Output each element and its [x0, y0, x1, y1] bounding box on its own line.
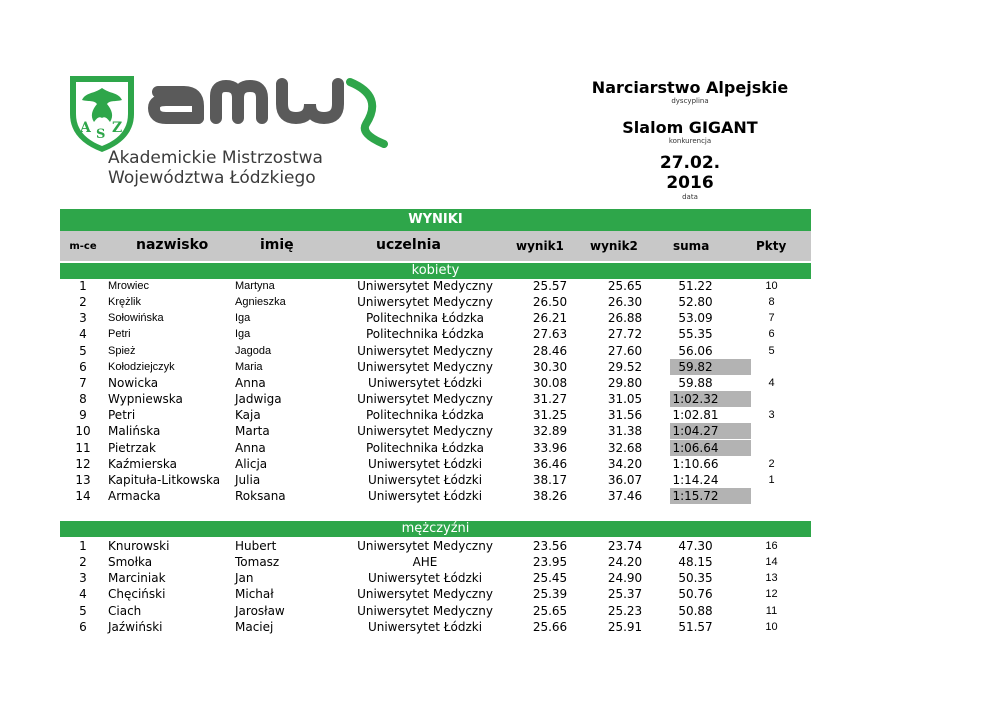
table-row: [60, 488, 811, 504]
surname-cell: Jaźwiński: [108, 619, 163, 634]
run2-cell: 24.20: [607, 555, 643, 570]
run1-cell: 25.45: [532, 571, 568, 586]
table-row: [60, 472, 811, 488]
surname-cell: Marciniak: [108, 571, 166, 586]
surname-cell: Wypniewska: [108, 392, 183, 407]
place-cell: 7: [79, 375, 87, 390]
run1-cell: 36.46: [532, 456, 568, 471]
first-name-cell: Tomasz: [235, 555, 280, 570]
svg-text:A: A: [80, 120, 91, 136]
surname-cell: Malińska: [108, 424, 161, 439]
university-cell: Uniwersytet Medyczny: [357, 587, 493, 602]
first-name-cell: Michał: [235, 587, 274, 602]
date-block: [580, 153, 800, 201]
run2-cell: 31.38: [607, 424, 643, 439]
table-row: [60, 326, 811, 342]
place-cell: 12: [75, 456, 91, 471]
total-cell: 53.09: [678, 311, 713, 326]
university-cell: Uniwersytet Medyczny: [357, 603, 493, 618]
surname-cell: Petri: [108, 328, 131, 341]
university-cell: Uniwersytet Łódzki: [367, 456, 483, 471]
run2-cell: 23.74: [607, 539, 643, 553]
total-cell: 50.35: [678, 571, 713, 586]
table-row: [60, 456, 811, 472]
university-cell: Uniwersytet Medyczny: [357, 295, 493, 310]
surname-cell: Ciach: [108, 603, 142, 618]
competition-block: [580, 118, 800, 145]
total-cell: 1:02.81: [672, 408, 719, 423]
total-cell: 56.06: [678, 343, 713, 358]
run2-cell: 36.07: [607, 472, 643, 487]
run1-cell: 25.57: [532, 279, 568, 293]
first-name-cell: Iga: [235, 312, 251, 325]
first-name-cell: Alicja: [235, 456, 268, 471]
place-cell: 11: [75, 440, 91, 455]
run1-cell: 32.89: [532, 424, 568, 439]
table-row: [60, 343, 811, 359]
table-row: [60, 294, 811, 310]
table-row: [60, 538, 811, 554]
surname-cell: Krężlik: [108, 296, 142, 309]
points-cell: 2: [768, 457, 775, 470]
university-cell: Uniwersytet Łódzki: [367, 619, 483, 634]
points-cell: 10: [765, 620, 778, 633]
surname-cell: Sołowińska: [108, 312, 164, 325]
competition-label: konkurencja: [668, 137, 712, 145]
table-row: [60, 570, 811, 586]
run1-cell: 25.65: [532, 603, 568, 618]
total-cell: 52.80: [678, 295, 713, 310]
place-cell: 4: [79, 327, 87, 342]
first-name-cell: Jagoda: [235, 344, 272, 357]
total-cell: 1:14.24: [672, 472, 719, 487]
points-cell: 6: [768, 328, 775, 341]
first-name-cell: Kaja: [235, 408, 261, 423]
place-cell: 14: [75, 488, 91, 503]
surname-cell: Kaźmierska: [108, 456, 177, 471]
first-name-cell: Jadwiga: [235, 392, 282, 407]
university-cell: Politechnika Łódzka: [365, 440, 485, 455]
run2-cell: 25.37: [607, 587, 643, 602]
first-name-cell: Maciej: [235, 619, 274, 634]
university-cell: Politechnika Łódzka: [365, 408, 485, 423]
university-cell: Uniwersytet Medyczny: [357, 343, 493, 358]
table-row: [60, 375, 811, 391]
col-mce: m-ce: [69, 241, 97, 252]
total-cell: 47.30: [678, 539, 713, 553]
run1-cell: 27.63: [532, 327, 568, 342]
total-cell: 51.22: [678, 279, 713, 293]
table-row: [60, 619, 811, 635]
total-cell: 59.82: [678, 359, 713, 374]
run1-cell: 30.08: [532, 375, 568, 390]
table-row: [60, 310, 811, 326]
run1-cell: 28.46: [532, 343, 568, 358]
place-cell: 1: [79, 279, 87, 293]
svg-text:Z: Z: [112, 120, 123, 136]
place-cell: 2: [79, 555, 87, 570]
col-uczelnia: uczelnia: [376, 237, 441, 253]
first-name-cell: Anna: [235, 440, 266, 455]
run1-cell: 26.21: [532, 311, 568, 326]
run2-cell: 26.30: [607, 295, 643, 310]
university-cell: Uniwersytet Medyczny: [357, 424, 493, 439]
university-cell: Uniwersytet Łódzki: [367, 488, 483, 503]
university-cell: Uniwersytet Medyczny: [357, 359, 493, 374]
place-cell: 8: [79, 392, 87, 407]
run2-cell: 31.05: [607, 392, 643, 407]
table-row: [60, 359, 811, 375]
place-cell: 4: [79, 587, 87, 602]
first-name-cell: Julia: [235, 472, 261, 487]
column-header-row: [60, 231, 811, 261]
table-row: [60, 554, 811, 570]
total-cell: 1:04.27: [672, 424, 719, 439]
university-cell: Uniwersytet Medyczny: [357, 279, 493, 293]
first-name-cell: Hubert: [235, 539, 277, 553]
points-cell: 13: [765, 572, 778, 585]
surname-cell: Armacka: [108, 488, 161, 503]
run2-cell: 24.90: [607, 571, 643, 586]
surname-cell: Smołka: [108, 555, 153, 570]
run1-cell: 30.30: [532, 359, 568, 374]
date-line-2: 2016: [666, 173, 714, 193]
col-suma: suma: [673, 239, 710, 253]
run1-cell: 31.25: [532, 408, 568, 423]
run2-cell: 27.72: [607, 327, 643, 342]
run1-cell: 23.95: [532, 555, 568, 570]
run2-cell: 29.80: [607, 375, 643, 390]
place-cell: 5: [79, 343, 87, 358]
run1-cell: 33.96: [532, 440, 568, 455]
asz-eagle-badge-icon: [70, 76, 134, 152]
discipline-value: Narciarstwo Alpejskie: [591, 78, 789, 97]
surname-cell: Mrowiec: [108, 280, 149, 292]
place-cell: 3: [79, 571, 87, 586]
table-row: [60, 391, 811, 407]
svg-text:S: S: [96, 127, 106, 142]
place-cell: 1: [79, 539, 87, 553]
run1-cell: 25.66: [532, 619, 568, 634]
run2-cell: 32.68: [607, 440, 643, 455]
points-cell: 11: [765, 604, 778, 617]
place-cell: 5: [79, 603, 87, 618]
run2-cell: 25.91: [607, 619, 643, 634]
total-cell: 1:10.66: [672, 456, 719, 471]
points-cell: 4: [768, 376, 775, 389]
total-cell: 55.35: [678, 327, 713, 342]
surname-cell: Knurowski: [108, 539, 170, 553]
run1-cell: 38.26: [532, 488, 568, 503]
points-cell: 1: [768, 473, 775, 486]
place-cell: 3: [79, 311, 87, 326]
first-name-cell: Maria: [235, 360, 263, 373]
surname-cell: Petri: [108, 408, 136, 423]
table-row: [60, 440, 811, 456]
competition-value: Slalom GIGANT: [622, 118, 758, 137]
first-name-cell: Jarosław: [235, 603, 285, 618]
surname-cell: Pietrzak: [108, 440, 156, 455]
date-label: data: [682, 193, 698, 201]
total-cell: 59.88: [678, 375, 713, 390]
run2-cell: 25.65: [607, 279, 643, 293]
university-cell: AHE: [412, 555, 438, 570]
first-name-cell: Martyna: [235, 280, 275, 292]
university-cell: Uniwersytet Łódzki: [367, 375, 483, 390]
surname-cell: Kapituła-Litkowska: [108, 472, 221, 487]
total-cell: 48.15: [678, 555, 713, 570]
logo-line-2: Województwa Łódzkiego: [108, 168, 316, 188]
place-cell: 13: [75, 472, 91, 487]
surname-cell: Spież: [108, 344, 136, 357]
table-row: [60, 423, 811, 439]
first-name-cell: Iga: [235, 328, 251, 341]
col-nazwisko: nazwisko: [136, 237, 209, 253]
first-name-cell: Marta: [235, 424, 270, 439]
surname-cell: Kołodziejczyk: [108, 360, 175, 373]
place-cell: 6: [79, 619, 87, 634]
run2-cell: 34.20: [607, 456, 643, 471]
total-cell: 50.76: [678, 587, 713, 602]
place-cell: 6: [79, 359, 87, 374]
points-cell: 16: [765, 540, 778, 552]
university-cell: Politechnika Łódzka: [365, 327, 485, 342]
run1-cell: 26.50: [532, 295, 568, 310]
table-row: [60, 278, 811, 294]
university-cell: Uniwersytet Medyczny: [357, 539, 493, 553]
logo-line-1: Akademickie Mistrzostwa: [108, 148, 323, 168]
results-title-bar: WYNIKI: [60, 209, 811, 231]
col-pkty: Pkty: [756, 239, 787, 253]
discipline-label: dyscyplina: [671, 97, 709, 105]
university-cell: Politechnika Łódzka: [365, 311, 485, 326]
logo-swoosh: [350, 82, 384, 144]
women-section-bar: kobiety: [60, 263, 811, 279]
total-cell: 50.88: [678, 603, 713, 618]
run2-cell: 37.46: [607, 488, 643, 503]
first-name-cell: Anna: [235, 375, 266, 390]
logo-caption: [108, 148, 323, 188]
points-cell: 3: [768, 409, 775, 422]
men-section-bar: mężczyźni: [60, 521, 811, 537]
first-name-cell: Roksana: [235, 488, 286, 503]
total-cell: 51.57: [678, 619, 713, 634]
place-cell: 2: [79, 295, 87, 310]
points-cell: 12: [765, 588, 778, 601]
col-wynik2: wynik2: [590, 239, 638, 253]
run2-cell: 29.52: [607, 359, 643, 374]
amw-wordmark: [154, 84, 338, 118]
table-row: [60, 407, 811, 423]
table-row: [60, 586, 811, 602]
date-line-1: 27.02.: [659, 153, 721, 173]
total-cell: 1:02.32: [672, 392, 719, 407]
surname-cell: Nowicka: [108, 375, 159, 390]
col-imie: imię: [260, 237, 294, 253]
university-cell: Uniwersytet Łódzki: [367, 571, 483, 586]
first-name-cell: Jan: [235, 571, 254, 586]
points-cell: 5: [768, 344, 775, 357]
total-cell: 1:15.72: [672, 488, 719, 503]
points-cell: 7: [768, 312, 775, 325]
run2-cell: 25.23: [607, 603, 643, 618]
run1-cell: 25.39: [532, 587, 568, 602]
first-name-cell: Agnieszka: [235, 296, 286, 309]
university-cell: Uniwersytet Łódzki: [367, 472, 483, 487]
run2-cell: 26.88: [607, 311, 643, 326]
surname-cell: Chęciński: [108, 587, 166, 602]
run2-cell: 31.56: [607, 408, 643, 423]
run1-cell: 23.56: [532, 539, 568, 553]
place-cell: 9: [79, 408, 87, 423]
discipline-block: [580, 78, 800, 105]
place-cell: 10: [75, 424, 91, 439]
total-cell: 1:06.64: [672, 440, 719, 455]
points-cell: 14: [765, 556, 778, 569]
run1-cell: 31.27: [532, 392, 568, 407]
university-cell: Uniwersytet Medyczny: [357, 392, 493, 407]
run2-cell: 27.60: [607, 343, 643, 358]
points-cell: 10: [765, 280, 778, 292]
run1-cell: 38.17: [532, 472, 568, 487]
points-cell: 8: [768, 296, 775, 309]
table-row: [60, 603, 811, 619]
col-wynik1: wynik1: [516, 239, 564, 253]
